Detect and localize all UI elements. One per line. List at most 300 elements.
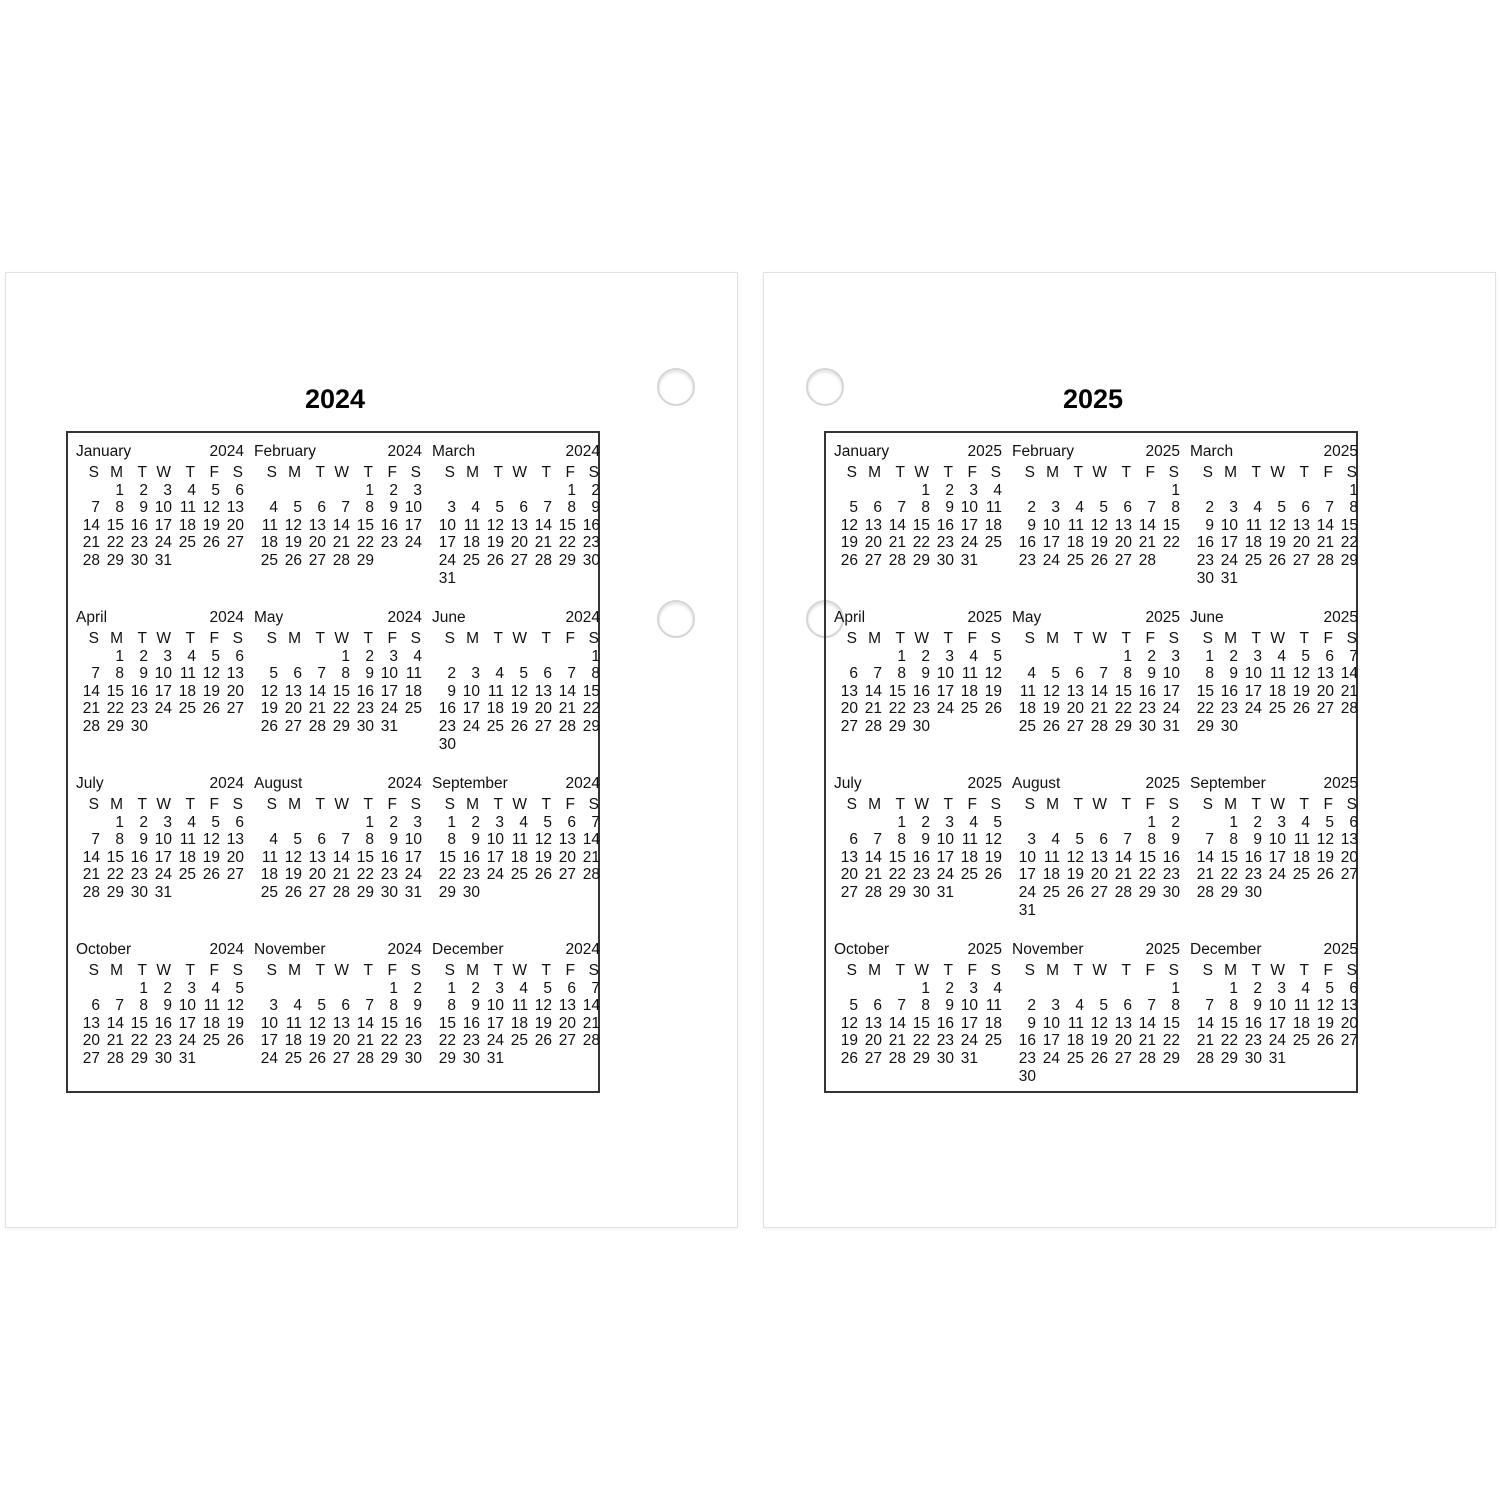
- month-year: 2025: [1145, 775, 1180, 792]
- day-number: 9: [1171, 831, 1180, 849]
- day-number: 1: [1123, 647, 1132, 665]
- day-number: 10: [486, 831, 504, 849]
- day-number: 18: [510, 1014, 528, 1032]
- day-number: 23: [130, 866, 148, 884]
- day-number: 28: [1114, 883, 1132, 901]
- day-number: 12: [284, 516, 302, 534]
- day-number: 17: [404, 516, 422, 534]
- day-number: 19: [284, 534, 302, 552]
- day-number: 25: [1268, 700, 1286, 718]
- day-number: 17: [380, 682, 398, 700]
- day-number: 11: [985, 997, 1002, 1015]
- empty-day: [1012, 648, 1036, 666]
- day-number: 3: [447, 499, 456, 517]
- day-number: 18: [1292, 1014, 1310, 1032]
- weekday-label: F: [387, 464, 397, 481]
- day-number: 13: [840, 848, 858, 866]
- day-number: 21: [308, 700, 326, 718]
- day-number: 26: [1066, 883, 1084, 901]
- day-number: 2: [1147, 647, 1156, 665]
- day-number: 9: [921, 665, 930, 683]
- day-number: 12: [1316, 997, 1334, 1015]
- day-number: 30: [1244, 1049, 1262, 1067]
- empty-day: [1036, 648, 1060, 666]
- day-number: 10: [1042, 1014, 1060, 1032]
- day-number: 5: [1325, 979, 1334, 997]
- day-number: 16: [130, 516, 148, 534]
- day-number: 7: [1205, 997, 1214, 1015]
- month-name: July: [834, 775, 862, 792]
- day-number: 18: [1244, 534, 1262, 552]
- day-number: 27: [1066, 717, 1084, 735]
- day-number: 29: [106, 717, 124, 735]
- day-number: 22: [582, 700, 600, 718]
- day-number: 27: [864, 551, 882, 569]
- day-number: 19: [534, 1014, 552, 1032]
- day-number: 18: [960, 682, 978, 700]
- day-number: 30: [1018, 1067, 1036, 1085]
- day-number: 20: [1340, 848, 1358, 866]
- day-number: 21: [864, 866, 882, 884]
- day-number: 14: [1196, 1014, 1214, 1032]
- day-number: 17: [1244, 682, 1262, 700]
- weekday-label: F: [1323, 464, 1333, 481]
- day-number: 3: [969, 481, 978, 499]
- day-number: 21: [1114, 866, 1132, 884]
- day-number: 16: [936, 516, 954, 534]
- month-block: [834, 443, 1002, 570]
- day-number: 6: [1075, 665, 1084, 683]
- month-year: 2024: [565, 609, 600, 626]
- day-number: 17: [1042, 534, 1060, 552]
- weekday-label: M: [466, 962, 479, 979]
- day-number: 6: [235, 647, 244, 665]
- day-number: 29: [356, 883, 374, 901]
- weekday-label: W: [512, 796, 527, 813]
- day-number: 12: [1042, 682, 1060, 700]
- day-number: 30: [130, 883, 148, 901]
- empty-day: [528, 482, 552, 500]
- day-number: 3: [163, 481, 172, 499]
- month-days-grid: [254, 962, 422, 1068]
- weekday-label: S: [990, 464, 1001, 481]
- month-header: [1190, 443, 1358, 464]
- day-number: 7: [1205, 831, 1214, 849]
- month-block: [1190, 609, 1358, 736]
- month-name: March: [1190, 443, 1234, 460]
- day-number: 29: [356, 551, 374, 569]
- day-number: 5: [1277, 499, 1286, 517]
- month-year: 2024: [209, 443, 244, 460]
- day-number: 15: [130, 1014, 148, 1032]
- day-number: 14: [864, 848, 882, 866]
- day-number: 14: [356, 1014, 374, 1032]
- day-number: 15: [356, 516, 374, 534]
- day-number: 2: [389, 481, 398, 499]
- day-number: 26: [202, 534, 220, 552]
- weekday-label: S: [846, 464, 857, 481]
- weekday-label: F: [209, 962, 219, 979]
- weekday-label: M: [1224, 796, 1237, 813]
- weekday-label: T: [315, 962, 325, 979]
- weekday-label: S: [1168, 464, 1179, 481]
- weekday-label: T: [315, 464, 325, 481]
- month-days-grid: [254, 796, 422, 902]
- day-number: 17: [178, 1014, 196, 1032]
- day-number: 24: [486, 866, 504, 884]
- day-number: 5: [993, 813, 1002, 831]
- day-number: 8: [591, 665, 600, 683]
- day-number: 12: [534, 997, 552, 1015]
- day-number: 17: [462, 700, 480, 718]
- day-number: 24: [936, 700, 954, 718]
- day-number: 22: [356, 534, 374, 552]
- month-name: September: [432, 775, 508, 792]
- day-number: 16: [1162, 848, 1180, 866]
- day-number: 24: [380, 700, 398, 718]
- day-number: 2: [139, 481, 148, 499]
- day-number: 25: [178, 700, 196, 718]
- weekday-label: F: [209, 464, 219, 481]
- day-number: 8: [389, 997, 398, 1015]
- weekday-label: S: [1168, 962, 1179, 979]
- month-header: [1190, 609, 1358, 630]
- day-number: 28: [534, 551, 552, 569]
- empty-day: [76, 980, 100, 998]
- weekday-label: W: [156, 464, 171, 481]
- day-number: 28: [888, 1049, 906, 1067]
- day-number: 18: [984, 516, 1002, 534]
- day-number: 11: [1067, 1014, 1084, 1032]
- month-header: [76, 443, 244, 464]
- day-number: 9: [139, 831, 148, 849]
- day-number: 19: [202, 516, 220, 534]
- day-number: 18: [486, 700, 504, 718]
- day-number: 15: [1340, 516, 1358, 534]
- month-header: [1190, 775, 1358, 796]
- day-number: 8: [897, 831, 906, 849]
- day-number: 1: [115, 813, 124, 831]
- day-number: 24: [154, 866, 172, 884]
- weekday-label: S: [266, 796, 277, 813]
- day-number: 12: [1066, 848, 1084, 866]
- day-number: 5: [1051, 665, 1060, 683]
- month-block: [432, 941, 600, 1068]
- day-number: 23: [130, 700, 148, 718]
- weekday-label: S: [1346, 796, 1357, 813]
- weekday-label: S: [1346, 962, 1357, 979]
- empty-day: [1060, 980, 1084, 998]
- day-number: 21: [332, 866, 350, 884]
- day-number: 5: [317, 997, 326, 1015]
- empty-day: [1084, 648, 1108, 666]
- day-number: 7: [1147, 499, 1156, 517]
- weekday-label: M: [288, 796, 301, 813]
- empty-day: [1190, 814, 1214, 832]
- day-number: 26: [984, 700, 1002, 718]
- day-number: 7: [1099, 665, 1108, 683]
- month-header: [834, 443, 1002, 464]
- month-year: 2025: [1323, 775, 1358, 792]
- day-number: 26: [1268, 551, 1286, 569]
- day-number: 29: [558, 551, 576, 569]
- day-number: 20: [82, 1032, 100, 1050]
- weekday-label: T: [363, 464, 373, 481]
- day-number: 23: [154, 1032, 172, 1050]
- day-number: 3: [945, 647, 954, 665]
- day-number: 24: [960, 534, 978, 552]
- day-number: 1: [567, 481, 576, 499]
- day-number: 16: [462, 848, 480, 866]
- empty-day: [326, 980, 350, 998]
- weekday-label: S: [410, 630, 421, 647]
- day-number: 13: [1114, 1014, 1132, 1032]
- day-number: 10: [404, 831, 422, 849]
- day-number: 2: [471, 813, 480, 831]
- month-block: [254, 941, 422, 1068]
- day-number: 23: [582, 534, 600, 552]
- day-number: 8: [365, 499, 374, 517]
- day-number: 27: [308, 883, 326, 901]
- weekday-label: S: [846, 962, 857, 979]
- day-number: 3: [187, 979, 196, 997]
- day-number: 10: [462, 682, 480, 700]
- day-number: 9: [945, 997, 954, 1015]
- empty-day: [1132, 980, 1156, 998]
- day-number: 20: [226, 516, 244, 534]
- day-number: 3: [163, 647, 172, 665]
- day-number: 17: [1268, 1014, 1286, 1032]
- weekday-label: W: [156, 962, 171, 979]
- weekday-label: S: [990, 962, 1001, 979]
- day-number: 13: [840, 682, 858, 700]
- empty-day: [858, 482, 882, 500]
- day-number: 20: [1114, 534, 1132, 552]
- day-number: 29: [106, 551, 124, 569]
- month-header: [254, 775, 422, 796]
- day-number: 15: [438, 1014, 456, 1032]
- day-number: 2: [413, 979, 422, 997]
- weekday-label: F: [565, 796, 575, 813]
- day-number: 26: [840, 1049, 858, 1067]
- day-number: 9: [1205, 516, 1214, 534]
- day-number: 16: [356, 682, 374, 700]
- empty-day: [76, 482, 100, 500]
- day-number: 1: [447, 813, 456, 831]
- day-number: 10: [960, 499, 978, 517]
- weekday-label: T: [185, 962, 195, 979]
- day-number: 5: [235, 979, 244, 997]
- empty-day: [1108, 482, 1132, 500]
- month-block: [1012, 443, 1180, 570]
- day-number: 17: [960, 516, 978, 534]
- day-number: 13: [864, 1014, 882, 1032]
- day-number: 22: [1220, 866, 1238, 884]
- day-number: 11: [405, 665, 422, 683]
- empty-day: [1036, 482, 1060, 500]
- empty-day: [1262, 482, 1286, 500]
- day-number: 11: [1019, 682, 1036, 700]
- day-number: 15: [438, 848, 456, 866]
- day-number: 27: [332, 1049, 350, 1067]
- day-number: 3: [1229, 499, 1238, 517]
- day-number: 6: [849, 831, 858, 849]
- day-number: 11: [1293, 831, 1310, 849]
- weekday-label: F: [387, 796, 397, 813]
- day-number: 17: [1042, 1032, 1060, 1050]
- day-number: 8: [1229, 997, 1238, 1015]
- day-number: 20: [558, 848, 576, 866]
- month-year: 2025: [1323, 941, 1358, 958]
- day-number: 8: [365, 831, 374, 849]
- month-year: 2024: [565, 443, 600, 460]
- day-number: 5: [211, 481, 220, 499]
- day-number: 15: [380, 1014, 398, 1032]
- weekday-label: F: [967, 962, 977, 979]
- month-block: [1190, 941, 1358, 1068]
- month-days-grid: [1012, 630, 1180, 736]
- day-number: 11: [985, 499, 1002, 517]
- day-number: 16: [1018, 534, 1036, 552]
- day-number: 22: [106, 700, 124, 718]
- day-number: 21: [106, 1032, 124, 1050]
- day-number: 10: [486, 997, 504, 1015]
- day-number: 27: [226, 866, 244, 884]
- weekday-label: F: [967, 796, 977, 813]
- day-number: 5: [211, 813, 220, 831]
- day-number: 18: [1268, 682, 1286, 700]
- empty-day: [858, 814, 882, 832]
- day-number: 9: [1253, 831, 1262, 849]
- weekday-label: M: [868, 796, 881, 813]
- day-number: 10: [1244, 665, 1262, 683]
- day-number: 5: [1325, 813, 1334, 831]
- weekday-label: S: [88, 796, 99, 813]
- day-number: 11: [203, 997, 220, 1015]
- weekday-label: S: [88, 962, 99, 979]
- weekday-label: S: [1202, 464, 1213, 481]
- weekday-label: S: [410, 464, 421, 481]
- day-number: 3: [1277, 813, 1286, 831]
- empty-day: [350, 980, 374, 998]
- day-number: 10: [154, 499, 172, 517]
- weekday-label: F: [1145, 962, 1155, 979]
- day-number: 8: [921, 997, 930, 1015]
- day-number: 27: [840, 883, 858, 901]
- weekday-label: W: [156, 796, 171, 813]
- day-number: 25: [260, 551, 278, 569]
- day-number: 9: [447, 682, 456, 700]
- empty-day: [254, 980, 278, 998]
- day-number: 20: [1066, 700, 1084, 718]
- weekday-label: T: [363, 962, 373, 979]
- day-number: 6: [519, 499, 528, 517]
- day-number: 4: [1253, 499, 1262, 517]
- weekday-label: T: [1299, 796, 1309, 813]
- day-number: 28: [332, 551, 350, 569]
- day-number: 5: [849, 997, 858, 1015]
- day-number: 13: [1316, 665, 1334, 683]
- day-number: 13: [226, 831, 244, 849]
- day-number: 19: [1292, 682, 1310, 700]
- day-number: 24: [404, 866, 422, 884]
- day-number: 10: [1268, 997, 1286, 1015]
- day-number: 22: [1340, 534, 1358, 552]
- day-number: 2: [1229, 647, 1238, 665]
- day-number: 23: [404, 1032, 422, 1050]
- day-number: 3: [945, 813, 954, 831]
- month-block: [76, 941, 244, 1068]
- day-number: 12: [534, 831, 552, 849]
- month-header: [432, 609, 600, 630]
- day-number: 28: [1196, 883, 1214, 901]
- day-number: 28: [332, 883, 350, 901]
- day-number: 5: [543, 979, 552, 997]
- day-number: 2: [1253, 979, 1262, 997]
- empty-day: [834, 814, 858, 832]
- empty-day: [100, 980, 124, 998]
- day-number: 26: [1316, 866, 1334, 884]
- month-header: [76, 941, 244, 962]
- day-number: 7: [341, 499, 350, 517]
- day-number: 4: [187, 813, 196, 831]
- weekday-label: F: [1145, 464, 1155, 481]
- weekday-label: W: [1270, 962, 1285, 979]
- weekday-label: S: [1202, 630, 1213, 647]
- day-number: 25: [1292, 866, 1310, 884]
- day-number: 12: [984, 665, 1002, 683]
- weekday-label: W: [334, 630, 349, 647]
- day-number: 17: [404, 848, 422, 866]
- day-number: 20: [226, 682, 244, 700]
- weekday-label: F: [565, 962, 575, 979]
- day-number: 11: [961, 665, 978, 683]
- day-number: 3: [163, 813, 172, 831]
- day-number: 10: [380, 665, 398, 683]
- day-number: 20: [864, 534, 882, 552]
- day-number: 6: [1123, 499, 1132, 517]
- day-number: 16: [582, 516, 600, 534]
- day-number: 3: [1051, 499, 1060, 517]
- weekday-label: F: [967, 630, 977, 647]
- day-number: 5: [993, 647, 1002, 665]
- empty-day: [1214, 482, 1238, 500]
- day-number: 13: [1114, 516, 1132, 534]
- month-days-grid: [834, 796, 1002, 902]
- day-number: 14: [1090, 682, 1108, 700]
- month-header: [1012, 941, 1180, 962]
- day-number: 13: [284, 682, 302, 700]
- day-number: 10: [438, 516, 456, 534]
- day-number: 11: [511, 997, 528, 1015]
- day-number: 12: [486, 516, 504, 534]
- day-number: 2: [945, 481, 954, 499]
- day-number: 29: [912, 1049, 930, 1067]
- day-number: 12: [260, 682, 278, 700]
- day-number: 4: [1301, 979, 1310, 997]
- day-number: 26: [486, 551, 504, 569]
- day-number: 27: [510, 551, 528, 569]
- day-number: 19: [534, 848, 552, 866]
- day-number: 4: [269, 831, 278, 849]
- empty-day: [278, 648, 302, 666]
- weekday-label: M: [1224, 962, 1237, 979]
- day-number: 24: [178, 1032, 196, 1050]
- day-number: 27: [1316, 700, 1334, 718]
- empty-day: [504, 648, 528, 666]
- day-number: 24: [404, 534, 422, 552]
- empty-day: [1132, 482, 1156, 500]
